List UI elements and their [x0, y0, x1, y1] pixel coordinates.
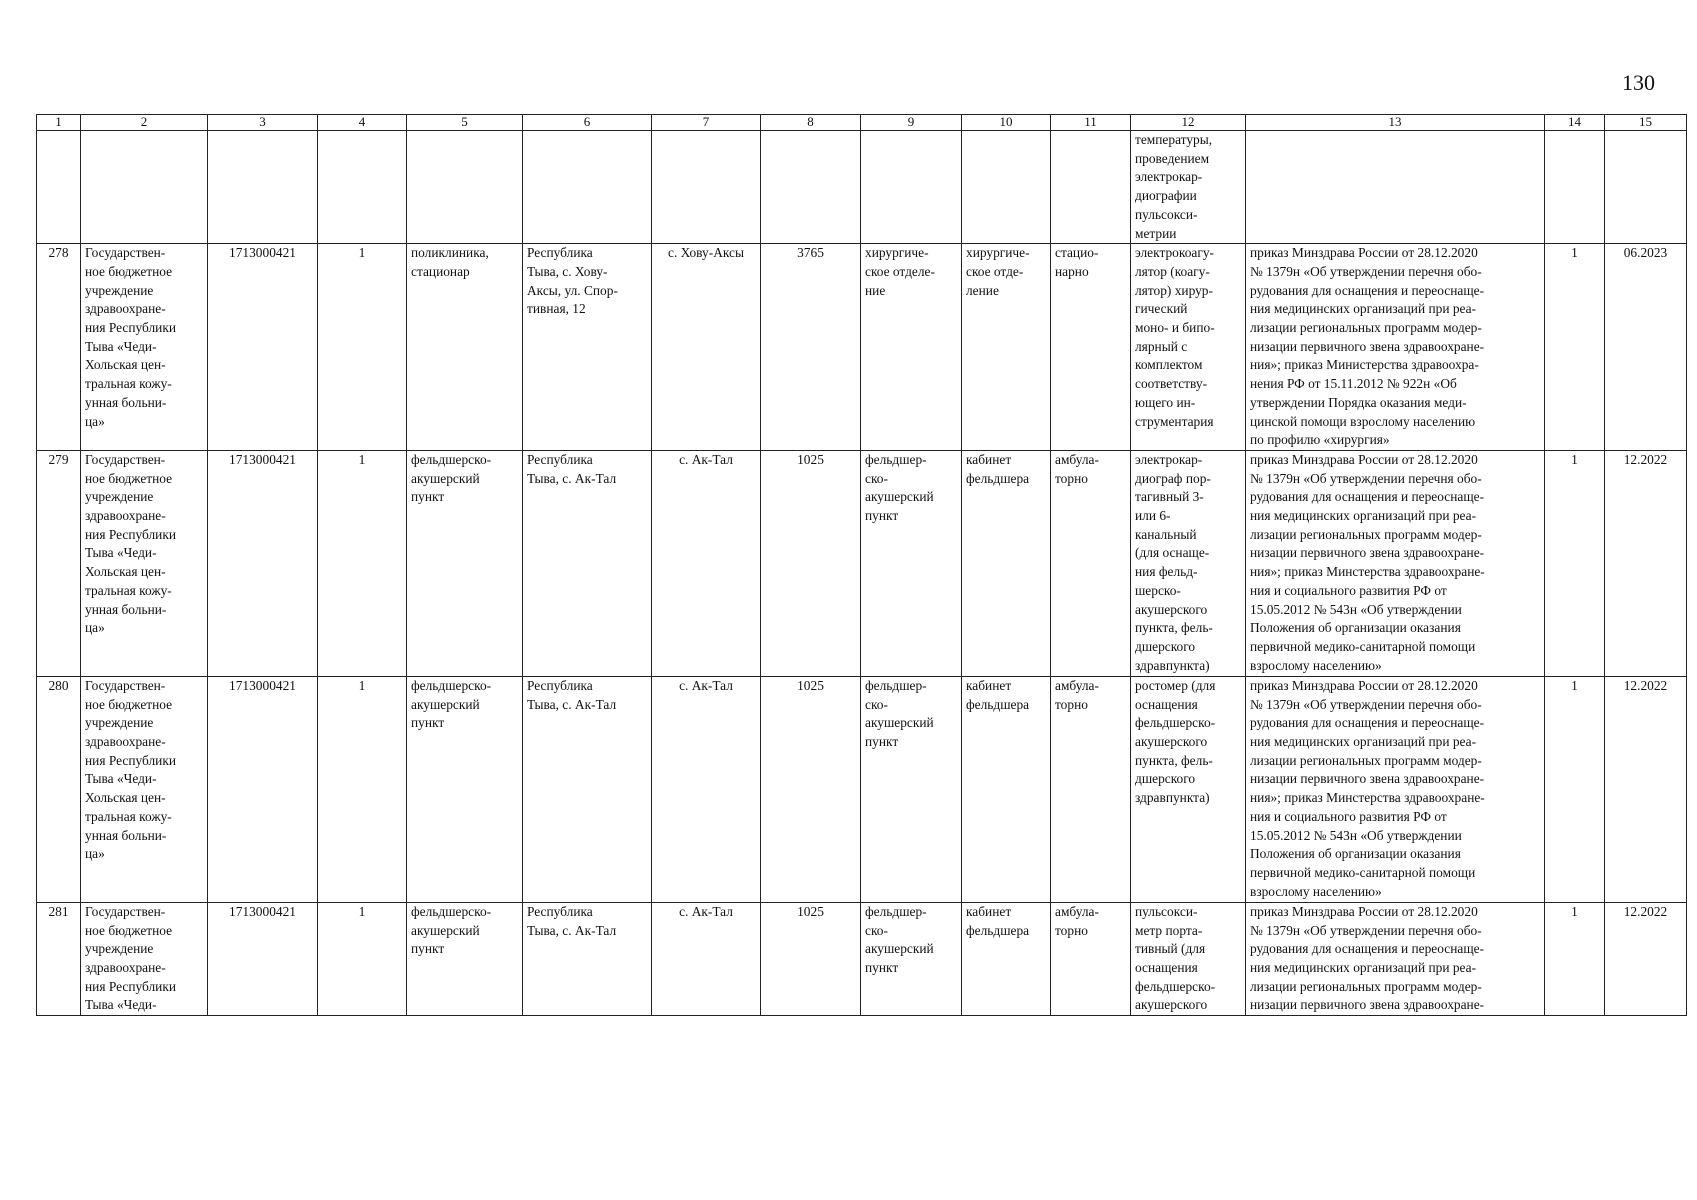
quantity-cell: 1 [1545, 244, 1605, 451]
count-cell: 1 [318, 450, 407, 676]
row-number-cell: 279 [37, 450, 81, 676]
column-number: 5 [407, 115, 523, 131]
column-number: 6 [523, 115, 652, 131]
equipment-cell: электрокоагу- лятор (коагу- лятор) хирур- гический моно- и бипо- лярный с комплектом соответству- ющего ин- струментария [1131, 244, 1246, 451]
column-number: 1 [37, 115, 81, 131]
column-number: 3 [208, 115, 318, 131]
count-cell: 1 [318, 902, 407, 1015]
column-number: 10 [962, 115, 1051, 131]
row-number-cell: 278 [37, 244, 81, 451]
equipment-cell: пульсокси- метр порта- тивный (для оснащения фельдшерско- акушерского [1131, 902, 1246, 1015]
facility-type-cell: фельдшерско- акушерский пункт [407, 450, 523, 676]
inn-cell: 1713000421 [208, 902, 318, 1015]
count-cell: 1 [318, 676, 407, 902]
organization-cell: Государствен- ное бюджетное учреждение здравоохране- ния Республики Тыва «Чеди- [81, 902, 208, 1015]
table-row [37, 450, 1687, 676]
mode-cell: стацио- нарно [1051, 244, 1131, 451]
inn-cell: 1713000421 [208, 450, 318, 676]
column-number: 2 [81, 115, 208, 131]
column-number: 13 [1246, 115, 1545, 131]
date-cell: 12.2022 [1605, 676, 1687, 902]
facility-type-cell: поликлиника, стационар [407, 244, 523, 451]
column-number: 4 [318, 115, 407, 131]
column-number: 12 [1131, 115, 1246, 131]
department-cell: хирургиче- ское отделе- ние [861, 244, 962, 451]
facility-type-cell: фельдшерско- акушерский пункт [407, 676, 523, 902]
page-number: 130 [1622, 70, 1655, 95]
organization-cell: Государствен- ное бюджетное учреждение здравоохране- ния Республики Тыва «Чеди- Хольская цен- тральная кожу- унная больни- ца» [81, 244, 208, 451]
inn-cell: 1713000421 [208, 676, 318, 902]
locality-cell: с. Хову-Аксы [652, 244, 761, 451]
equipment-cell: температуры, проведением электрокар- диографии пульсокси- метрии [1131, 131, 1246, 244]
room-cell: кабинет фельдшера [962, 450, 1051, 676]
date-cell: 12.2022 [1605, 450, 1687, 676]
department-cell: фельдшер- ско- акушерский пункт [861, 676, 962, 902]
department-cell: фельдшер- ско- акушерский пункт [861, 902, 962, 1015]
quantity-cell: 1 [1545, 676, 1605, 902]
locality-cell: с. Ак-Тал [652, 676, 761, 902]
organization-cell: Государствен- ное бюджетное учреждение здравоохране- ния Республики Тыва «Чеди- Хольская цен- тральная кожу- унная больни- ца» [81, 676, 208, 902]
room-cell: хирургиче- ское отде- ление [962, 244, 1051, 451]
mode-cell: амбула- торно [1051, 450, 1131, 676]
quantity-cell: 1 [1545, 902, 1605, 1015]
quantity-cell: 1 [1545, 450, 1605, 676]
organization-cell: Государствен- ное бюджетное учреждение здравоохране- ния Республики Тыва «Чеди- Хольская цен- тральная кожу- унная больни- ца» [81, 450, 208, 676]
population-cell: 3765 [761, 244, 861, 451]
table-row [37, 244, 1687, 451]
mode-cell: амбула- торно [1051, 902, 1131, 1015]
table-row [37, 676, 1687, 902]
locality-cell: с. Ак-Тал [652, 902, 761, 1015]
basis-cell: приказ Минздрава России от 28.12.2020 № 1379н «Об утверждении перечня обо- рудования для оснащения и переоснаще- ния медицинских организаций при реа- лизации региональных программ модер- низации первичного звена здравоохране- [1246, 902, 1545, 1015]
address-cell: Республика Тыва, с. Ак-Тал [523, 676, 652, 902]
population-cell: 1025 [761, 902, 861, 1015]
column-number: 7 [652, 115, 761, 131]
equipment-cell: электрокар- диограф пор- тагивный 3- или 6- канальный (для оснаще- ния фельд- шерско- акушерского пункта, фель- дшерского здравпункта) [1131, 450, 1246, 676]
basis-cell: приказ Минздрава России от 28.12.2020 № 1379н «Об утверждении перечня обо- рудования для оснащения и переоснаще- ния медицинских организаций при реа- лизации региональных программ модер- низации первичного звена здравоохране- ния»; приказ Минстерства здравоохране- ния и социального развития РФ от 15.05.2012 № 543н «Об утверждении Положения об организации оказания первичной медико-санитарной помощи взрослому населению» [1246, 676, 1545, 902]
column-number: 11 [1051, 115, 1131, 131]
address-cell: Республика Тыва, с. Хову- Аксы, ул. Спор- тивная, 12 [523, 244, 652, 451]
basis-cell: приказ Минздрава России от 28.12.2020 № 1379н «Об утверждении перечня обо- рудования для оснащения и переоснаще- ния медицинских организаций при реа- лизации региональных программ модер- низации первичного звена здравоохране- ния»; приказ Минстерства здравоохране- ния и социального развития РФ от 15.05.2012 № 543н «Об утверждении Положения об организации оказания первичной медико-санитарной помощи взрослому населению» [1246, 450, 1545, 676]
row-number-cell: 280 [37, 676, 81, 902]
department-cell: фельдшер- ско- акушерский пункт [861, 450, 962, 676]
population-cell: 1025 [761, 450, 861, 676]
row-number-cell: 281 [37, 902, 81, 1015]
column-number: 14 [1545, 115, 1605, 131]
inn-cell: 1713000421 [208, 244, 318, 451]
population-cell: 1025 [761, 676, 861, 902]
column-number: 8 [761, 115, 861, 131]
room-cell: кабинет фельдшера [962, 676, 1051, 902]
address-cell: Республика Тыва, с. Ак-Тал [523, 450, 652, 676]
column-number-row [37, 115, 1687, 131]
equipment-table [36, 114, 1687, 1016]
equipment-cell: ростомер (для оснащения фельдшерско- акушерского пункта, фель- дшерского здравпункта) [1131, 676, 1246, 902]
continuation-row [37, 131, 1687, 244]
room-cell: кабинет фельдшера [962, 902, 1051, 1015]
date-cell: 12.2022 [1605, 902, 1687, 1015]
column-number: 15 [1605, 115, 1687, 131]
date-cell: 06.2023 [1605, 244, 1687, 451]
column-number: 9 [861, 115, 962, 131]
locality-cell: с. Ак-Тал [652, 450, 761, 676]
basis-cell: приказ Минздрава России от 28.12.2020 № 1379н «Об утверждении перечня обо- рудования для оснащения и переоснаще- ния медицинских организаций при реа- лизации региональных программ модер- низации первичного звена здравоохране- ния»; приказ Министерства здравоохра- нения РФ от 15.11.2012 № 922н «Об утверждении Порядка оказания меди- цинской помощи взрослому населению по профилю «хирургия» [1246, 244, 1545, 451]
count-cell: 1 [318, 244, 407, 451]
mode-cell: амбула- торно [1051, 676, 1131, 902]
address-cell: Республика Тыва, с. Ак-Тал [523, 902, 652, 1015]
table-row [37, 902, 1687, 1015]
facility-type-cell: фельдшерско- акушерский пункт [407, 902, 523, 1015]
